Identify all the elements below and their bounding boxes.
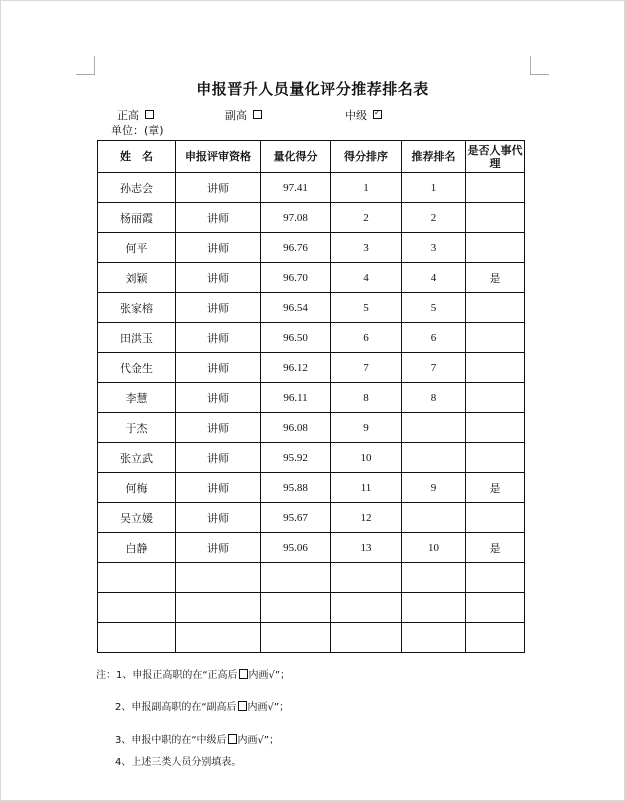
cell-score: 95.06 <box>261 533 331 563</box>
table-row <box>98 323 525 353</box>
cell-recommend-rank: 10 <box>402 533 466 563</box>
note-1 <box>96 666 290 681</box>
cell-name: 刘颖 <box>98 263 176 293</box>
cell-score-rank: 2 <box>331 203 402 233</box>
cell-score: 96.76 <box>261 233 331 263</box>
cell-score: 96.08 <box>261 413 331 443</box>
table-row <box>98 383 525 413</box>
table-row <box>98 353 525 383</box>
cell-name: 李慧 <box>98 383 176 413</box>
cell-recommend-rank: 8 <box>402 383 466 413</box>
cell-name: 杨丽霞 <box>98 203 176 233</box>
cell-hr-agency <box>466 323 525 353</box>
cell-qualification: 讲师 <box>176 323 261 353</box>
cell-score: 95.67 <box>261 503 331 533</box>
cell-recommend-rank: 9 <box>402 473 466 503</box>
cell-hr-agency <box>466 623 525 653</box>
box-icon <box>239 669 248 679</box>
cell-score-rank <box>331 593 402 623</box>
cell-recommend-rank <box>402 593 466 623</box>
cell-recommend-rank: 7 <box>402 353 466 383</box>
cell-score <box>261 563 331 593</box>
cell-name <box>98 623 176 653</box>
cell-name: 孙志会 <box>98 173 176 203</box>
table-header-row <box>98 141 525 173</box>
cell-qualification: 讲师 <box>176 443 261 473</box>
cell-name: 张家榕 <box>98 293 176 323</box>
cell-name: 何平 <box>98 233 176 263</box>
document-title: 申报晋升人员量化评分推荐排名表 <box>196 80 429 98</box>
cell-score-rank: 3 <box>331 233 402 263</box>
cell-score-rank: 4 <box>331 263 402 293</box>
cell-qualification: 讲师 <box>176 263 261 293</box>
cell-score: 95.92 <box>261 443 331 473</box>
box-icon <box>228 734 237 744</box>
cell-recommend-rank: 4 <box>402 263 466 293</box>
cell-score: 96.50 <box>261 323 331 353</box>
cell-hr-agency <box>466 353 525 383</box>
crop-mark-top-left <box>76 56 95 75</box>
cell-hr-agency <box>466 293 525 323</box>
note-text: 4、上述三类人员分别填表。 <box>115 757 242 768</box>
table-row <box>98 503 525 533</box>
cell-score: 96.54 <box>261 293 331 323</box>
cell-recommend-rank: 1 <box>402 173 466 203</box>
table-row <box>98 233 525 263</box>
cell-hr-agency <box>466 503 525 533</box>
cell-name: 白静 <box>98 533 176 563</box>
category-fugao <box>225 107 262 123</box>
cell-hr-agency <box>466 173 525 203</box>
table-row <box>98 563 525 593</box>
table-row <box>98 293 525 323</box>
cell-recommend-rank: 6 <box>402 323 466 353</box>
checkbox-icon[interactable] <box>145 110 154 119</box>
ranking-table <box>97 140 525 653</box>
cell-hr-agency <box>466 383 525 413</box>
cell-qualification: 讲师 <box>176 353 261 383</box>
table-row <box>98 443 525 473</box>
cell-qualification: 讲师 <box>176 173 261 203</box>
cell-score <box>261 593 331 623</box>
note-4 <box>115 753 241 768</box>
category-label: 正高 <box>117 109 139 122</box>
cell-name: 田洪玉 <box>98 323 176 353</box>
note-text: 内画√”； <box>247 702 290 713</box>
header-score-rank: 得分排序 <box>331 141 402 173</box>
cell-name: 吴立媛 <box>98 503 176 533</box>
checkbox-icon[interactable] <box>253 110 262 119</box>
cell-qualification: 讲师 <box>176 233 261 263</box>
header-recommend-rank: 推荐排名 <box>402 141 466 173</box>
category-zhenggao <box>117 107 154 123</box>
cell-hr-agency: 是 <box>466 473 525 503</box>
table-row <box>98 593 525 623</box>
cell-score-rank: 7 <box>331 353 402 383</box>
cell-qualification <box>176 623 261 653</box>
cell-score-rank: 11 <box>331 473 402 503</box>
cell-hr-agency <box>466 443 525 473</box>
cell-recommend-rank <box>402 413 466 443</box>
cell-hr-agency <box>466 203 525 233</box>
header-name: 姓 名 <box>98 141 176 173</box>
cell-score: 96.11 <box>261 383 331 413</box>
cell-name <box>98 593 176 623</box>
cell-score-rank <box>331 623 402 653</box>
cell-hr-agency: 是 <box>466 263 525 293</box>
table-row <box>98 623 525 653</box>
cell-score-rank: 12 <box>331 503 402 533</box>
cell-score-rank <box>331 563 402 593</box>
cell-recommend-rank <box>402 443 466 473</box>
cell-qualification <box>176 563 261 593</box>
table-row <box>98 203 525 233</box>
cell-recommend-rank: 5 <box>402 293 466 323</box>
category-zhongji <box>345 107 382 123</box>
table-row <box>98 533 525 563</box>
cell-qualification: 讲师 <box>176 383 261 413</box>
cell-score-rank: 6 <box>331 323 402 353</box>
cell-hr-agency: 是 <box>466 533 525 563</box>
table-row <box>98 413 525 443</box>
cell-qualification: 讲师 <box>176 203 261 233</box>
cell-hr-agency <box>466 563 525 593</box>
checkbox-icon[interactable] <box>373 110 382 119</box>
cell-hr-agency <box>466 413 525 443</box>
box-icon <box>238 701 247 711</box>
cell-score: 96.12 <box>261 353 331 383</box>
cell-score: 95.88 <box>261 473 331 503</box>
header-score: 量化得分 <box>261 141 331 173</box>
table-row <box>98 473 525 503</box>
cell-name: 代金生 <box>98 353 176 383</box>
cell-qualification <box>176 593 261 623</box>
cell-score: 96.70 <box>261 263 331 293</box>
cell-qualification: 讲师 <box>176 503 261 533</box>
cell-score: 97.41 <box>261 173 331 203</box>
cell-score: 97.08 <box>261 203 331 233</box>
note-text: 内画√”； <box>237 735 280 746</box>
cell-score-rank: 8 <box>331 383 402 413</box>
cell-score <box>261 623 331 653</box>
cell-score-rank: 5 <box>331 293 402 323</box>
cell-hr-agency <box>466 593 525 623</box>
cell-qualification: 讲师 <box>176 533 261 563</box>
unit-label: 单位：(章) <box>111 124 164 137</box>
cell-name: 于杰 <box>98 413 176 443</box>
cell-recommend-rank <box>402 503 466 533</box>
header-qualification: 申报评审资格 <box>176 141 261 173</box>
cell-score-rank: 13 <box>331 533 402 563</box>
cell-hr-agency <box>466 233 525 263</box>
note-text: 2、申报副高职的在“副高后 <box>115 702 237 713</box>
cell-name: 张立武 <box>98 443 176 473</box>
note-3 <box>115 731 279 746</box>
cell-qualification: 讲师 <box>176 293 261 323</box>
cell-recommend-rank <box>402 623 466 653</box>
cell-score-rank: 1 <box>331 173 402 203</box>
note-text: 3、申报中职的在“中级后 <box>115 735 227 746</box>
note-2 <box>115 698 289 713</box>
cell-score-rank: 9 <box>331 413 402 443</box>
cell-recommend-rank <box>402 563 466 593</box>
cell-recommend-rank: 3 <box>402 233 466 263</box>
note-text: 注：1、申报正高职的在“正高后 <box>96 670 238 681</box>
category-label: 中级 <box>345 109 367 122</box>
cell-recommend-rank: 2 <box>402 203 466 233</box>
cell-name <box>98 563 176 593</box>
cell-qualification: 讲师 <box>176 473 261 503</box>
category-label: 副高 <box>225 109 247 122</box>
note-text: 内画√”； <box>248 670 291 681</box>
cell-qualification: 讲师 <box>176 413 261 443</box>
cell-name: 何梅 <box>98 473 176 503</box>
header-hr-agency: 是否人事代理 <box>466 141 525 173</box>
table-row <box>98 263 525 293</box>
table-row <box>98 173 525 203</box>
cell-score-rank: 10 <box>331 443 402 473</box>
crop-mark-top-right <box>530 56 549 75</box>
